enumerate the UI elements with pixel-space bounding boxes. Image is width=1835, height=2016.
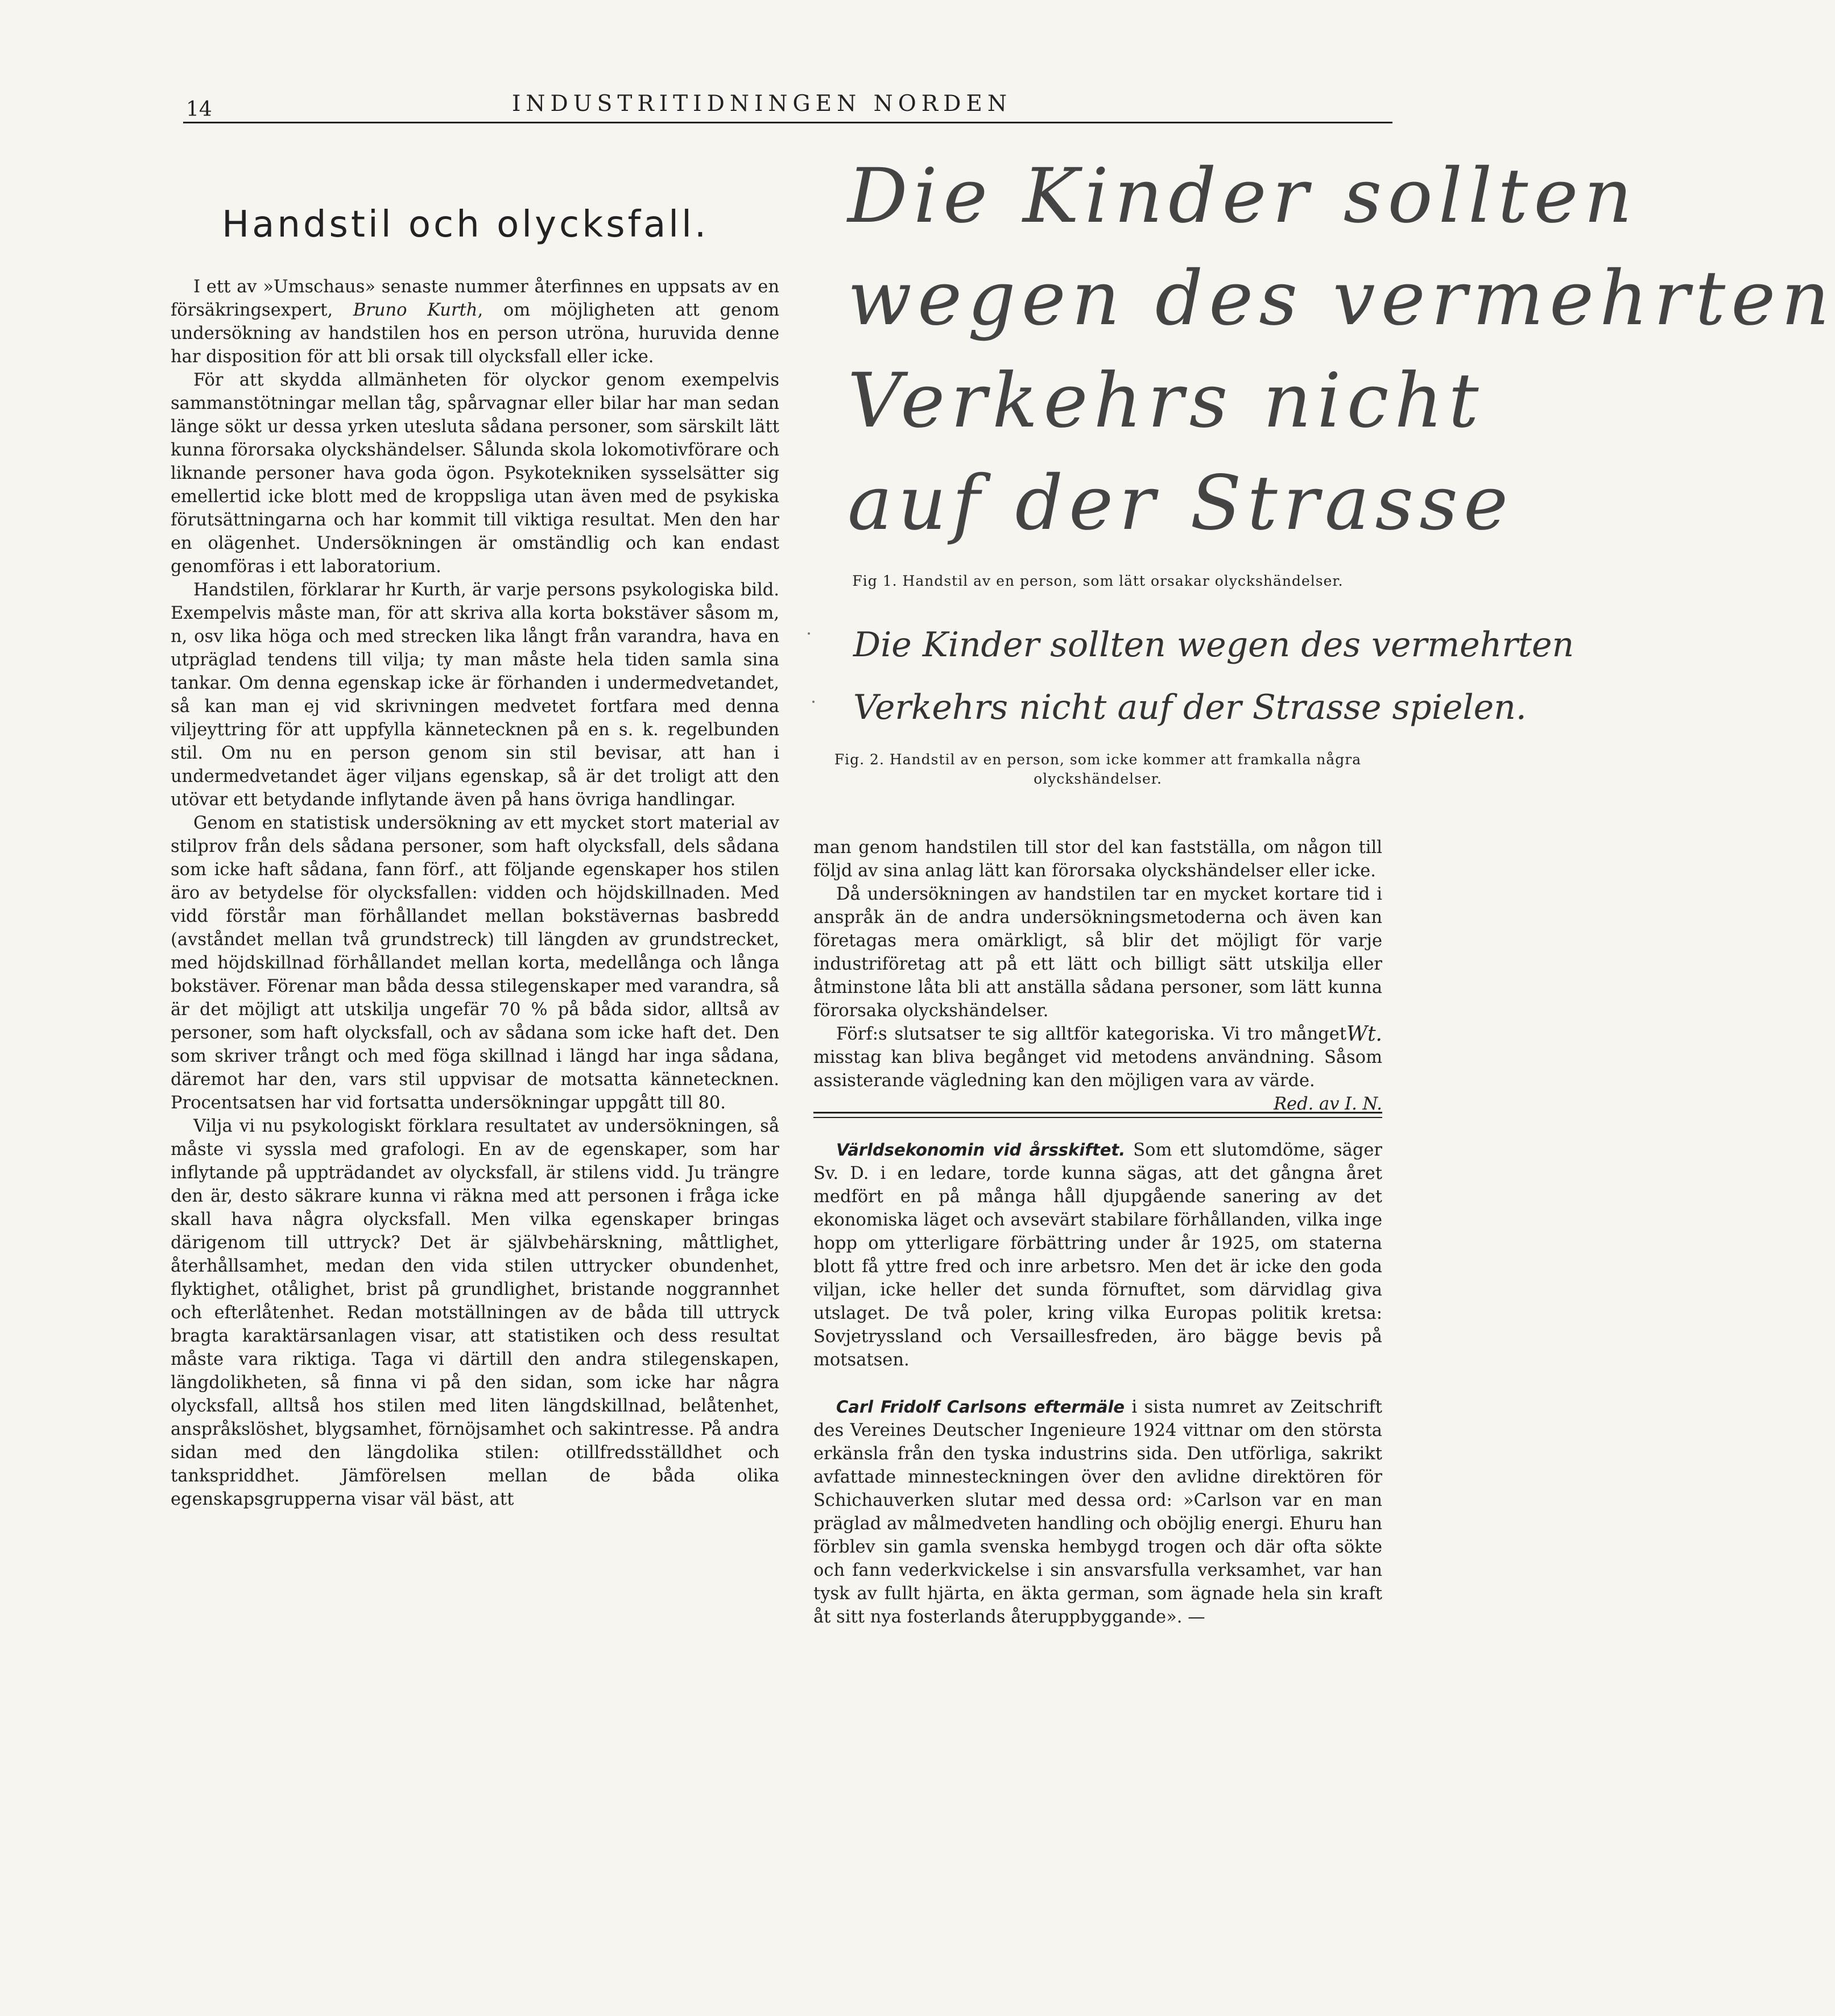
figure-2-handwriting [813,614,1574,739]
fig1-line: Verkehrs nicht [848,357,1485,445]
fig1-line: wegen des vermehrten [848,255,1835,342]
scan-speck [808,632,810,635]
figure-block [813,145,1835,789]
editor-signature: Red. av I. N. [1274,1094,1382,1114]
notice-2 [813,1396,1382,1629]
scan-speck [812,701,815,703]
notice-1 [813,1139,1382,1372]
notice-1-heading: Världsekonomin vid årsskiftet. [836,1140,1126,1160]
paragraph-2: För att skydda allmänheten för olyckor genom exempelvis sammanstötningar mellan tåg, spårvagnar eller bilar har man sedan länge sökt ur dessa yrken utesluta sådana personer, som särskilt lätt kunna förorsaka olyckshändelser. Sålunda skola lokomotivförare och liknande personer hava goda ögon. Psykotekniken sysselsätter sig emellertid icke blott med de kroppsliga utan även med de psykiska förutsättningarna och har kommit till viktiga resultat. Men den har en olägenhet. Undersökningen är omständlig och kan endast genomföras i ett laboratorium. [171,370,779,577]
article-signature: Wt. [1346,1023,1382,1046]
notice-2-heading: Carl Fridolf Carlsons eftermäle [836,1397,1125,1417]
figure-2-caption: Fig. 2. Handstil av en person, som icke kommer att framkalla några olyckshändelser. [834,751,1362,787]
figure-1-handwriting [813,145,1835,554]
fig2-line: Die Kinder sollten wegen des vermehrten [853,625,1574,665]
page-number: 14 [186,98,212,121]
fig1-line: Die Kinder sollten [848,152,1638,240]
notice-2-text: i sista numret av Zeitschrift des Vereines Deutscher Ingenieure 1924 vittnar om den största erkänsla från den tyska industrins sida. Den utförliga, sakrikt avfattade minnesteckningen över den avlidne direktören för Schichauverken slutar med dessa ord: »Carlson var en man präglad av målmedveten handling och oböjlig energi. Ehuru han förblev sin gamla svenska hembygd trogen och där ofta sökte och fann vederkvickelse i sin ansvarsfulla verksamhet, var han tysk av fullt hjärta, en äkta german, som ägnade hela sin kraft åt sitt nya fosterlands återuppbyggande». — [813,1397,1382,1627]
paragraph-1 [171,275,779,369]
article-title: Handstil och olycksfall. [222,204,709,246]
author-name: Bruno Kurth [353,300,478,320]
continuation-paragraph-2: Då undersökningen av handstilen tar en mycket kortare tid i anspråk än de andra undersökningsmetoderna och även kan företagas mera omärkligt, så blir det möjligt för varje industriföretag att på ett lätt och billigt sätt utskilja eller åtminstone låta bli att anställa sådana personer, som lätt kunna förorsaka olyckshändelser. [813,884,1382,1021]
notice-1-text: Som ett slutomdöme, säger Sv. D. i en ledare, torde kunna sägas, att det gångna året medfört en på många håll djupgående sanering av det ekonomiska läget och avsevärt stabilare förhållanden, vilka inge hopp om ytterligare förbättring under år 1925, om staterna blott få yttre fred och inre arbetsro. Men det är icke den goda viljan, icke heller det sunda förnuftet, som därvidlag giva utslaget. De två poler, kring vilka Europas politik kretsa: Sovjetryssland och Versaillesfreden, äro bägge bevis på motsatsen. [813,1140,1383,1370]
editor-note-text: Förf:s slutsatser te sig alltför kategoriska. Vi tro månget misstag kan bliva begånget vid metodens användning. Såsom assisterande vägledning kan den möjligen vara av värde. [813,1024,1382,1091]
running-head: INDUSTRITIDNINGEN NORDEN [512,91,1012,117]
fig2-line: Verkehrs nicht auf der Strasse spielen. [853,688,1527,727]
paragraph-4: Genom en statistisk undersökning av ett mycket stort material av stilprov från dels sådana personer, som haft olycksfall, dels sådana som icke haft sådana, fann förf., att följande egenskaper hos stilen äro av betydelse för olycksfallen: vidden och höjdskillnaden. Med vidd förstår man förhållandet mellan bokstävernas basbredd (avståndet mellan två grundstreck) till längden av grundstrecket, med höjdskillnad förhållandet mellan korta, medellånga och långa bokstäver. Förenar man båda dessa stilegenskaper med varandra, så är det möjligt att utskilja ungefär 70 % på båda sidor, alltså av personer, som haft olycksfall, och av sådana som icke haft det. Den som skriver trångt och med föga skillnad i längd har inga sådana, däremot har den, vars stil uppvisar de motsatta kännetecknen. Procentsatsen har vid fortsatta undersökningar uppgått till 80. [171,813,779,1113]
paragraph-3: Handstilen, förklarar hr Kurth, är varje persons psykologiska bild. Exempelvis måste man, för att skriva alla korta bokstäver såsom m, n, osv lika höga och med strecken lika långt från varandra, hava en utpräglad tendens till vilja; ty man måste hela tiden samla sina tankar. Om denna egenskap icke är förhanden i undermedvetandet, så kan man ej vid skrivningen medvetet fortfara med denna viljeyttring för att uppfylla kännetecknen på en s. k. regelbunden stil. Om nu en person genom sin stil bevisar, att han i undermedvetandet äger viljans egenskap, så är det troligt att den utövar ett betydande inflytande även på hans övriga handlingar. [171,580,779,810]
continuation-paragraph: man genom handstilen till stor del kan fastställa, om någon till följd av sina anlag lätt kan förorsaka olyckshändelser eller icke. [813,838,1382,881]
left-column [171,171,779,1511]
paragraph-1-post: , om möjligheten att genom undersökning av handstilen hos en person utröna, huruvida denne har disposition för att bli orsak till olycksfall eller icke. [171,300,779,367]
paragraph-5: Vilja vi nu psykologiskt förklara resultatet av undersökningen, så måste vi syssla med grafologi. En av de egenskaper, som har inflytande på uppträdandet av olycksfall, är stilens vidd. Ju trängre den är, desto säkrare kunna vi räkna med att personen i fråga icke skall hava några olycksfall. Men vilka egenskaper bringas därigenom till uttryck? Det är självbehärskning, måttlighet, återhållsamhet, medan den vida stilen uttrycker obundenhet, flyktighet, otålighet, brist på grundlighet, bristande noggrannhet och efterlåtenhet. Redan motställningen av de båda till uttryck bragta karaktärsanlagen visar, att statistiken och dess resultat måste vara riktiga. Taga vi därtill den andra stilegenskapen, längdolikheten, så finna vi på den sidan, som icke har några olycksfall, alltså hos stilen med liten längdskillnad, belåtenhet, anspråkslöshet, blygsamhet, förnöjsamhet och sakintresse. På andra sidan med den längdolika stilen: otillfredsställdhet och tankspriddhet. Jämförelsen mellan de båda olika egenskapsgrupperna visar väl bäst, att [171,1116,779,1509]
editor-note [813,1023,1382,1114]
fig1-line: auf der Strasse [848,460,1514,547]
paragraph-1-pre: I ett av »Umschaus» senaste nummer återfinnes en uppsats av en försäkringsexpert, [171,277,779,320]
header-rule [183,122,1392,123]
figure-1-caption: Fig 1. Handstil av en person, som lätt orsakar olyckshändelser. [852,573,1344,589]
right-column [813,836,1382,1629]
